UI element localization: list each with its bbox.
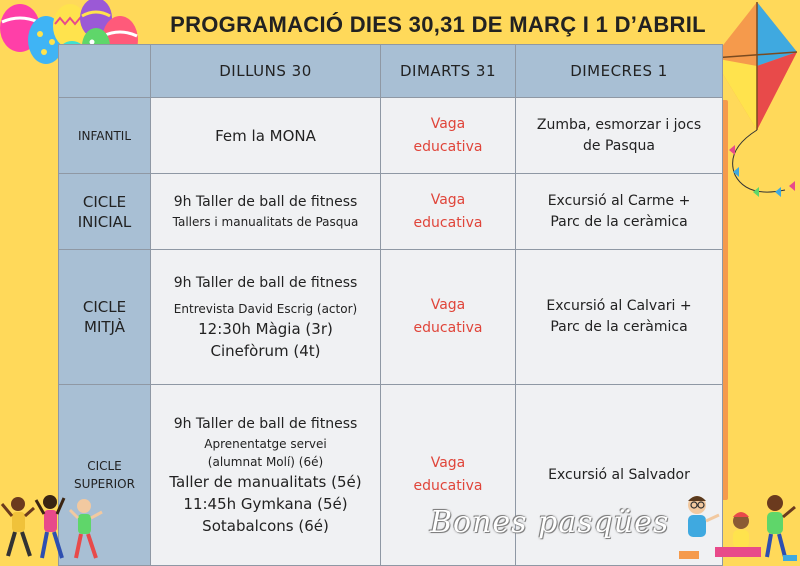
- row-cicle-mitja: [59, 250, 723, 385]
- crafting-kids-icon: [675, 485, 800, 565]
- wednesday-cicle-mitja: Excursió al Calvari + Parc de la ceràmica: [516, 250, 723, 385]
- level-infantil: INFANTIL: [59, 98, 151, 174]
- corner-cell: [59, 45, 151, 98]
- monday-cicle-inicial: 9h Taller de ball de fitness Tallers i manualitats de Pasqua: [151, 174, 381, 250]
- page-title: PROGRAMACIÓ DIES 30,31 DE MARÇ I 1 D’ABRIL: [170, 12, 706, 37]
- monday-infantil: Fem la MONA: [151, 98, 381, 174]
- col-header-tuesday: DIMARTS 31: [381, 45, 516, 98]
- tuesday-cicle-mitja: Vaga educativa: [381, 250, 516, 385]
- col-header-wednesday: DIMECRES 1: [516, 45, 723, 98]
- dancing-kids-icon: [0, 490, 110, 565]
- col-header-monday: DILLUNS 30: [151, 45, 381, 98]
- monday-cicle-superior: 9h Taller de ball de fitness Aprenentatge servei (alumnat Molí) (6é) Taller de manualitats (5é) 11:45h Gymkana (5é) Sotabalcons (6é): [151, 385, 381, 566]
- level-cicle-inicial: CICLE INICIAL: [59, 174, 151, 250]
- wednesday-cicle-inicial: Excursió al Carme + Parc de la ceràmica: [516, 174, 723, 250]
- footer-greeting: Bones pasqües: [430, 505, 670, 540]
- wednesday-cicle-superior: Excursió al Salvador: [516, 385, 723, 566]
- tuesday-infantil: Vaga educativa: [381, 98, 516, 174]
- level-cicle-mitja: CICLE MITJÀ: [59, 250, 151, 385]
- row-cicle-inicial: [59, 174, 723, 250]
- wednesday-infantil: Zumba, esmorzar i jocs de Pasqua: [516, 98, 723, 174]
- schedule-table: [58, 44, 723, 566]
- tuesday-cicle-superior: Vaga educativa: [381, 385, 516, 566]
- monday-cicle-mitja: 9h Taller de ball de fitness Entrevista David Escrig (actor) 12:30h Màgia (3r) Cinefòrum (4t): [151, 250, 381, 385]
- header-row: [59, 45, 723, 98]
- tuesday-cicle-inicial: Vaga educativa: [381, 174, 516, 250]
- row-infantil: [59, 98, 723, 174]
- level-cicle-superior: CICLE SUPERIOR: [59, 385, 151, 566]
